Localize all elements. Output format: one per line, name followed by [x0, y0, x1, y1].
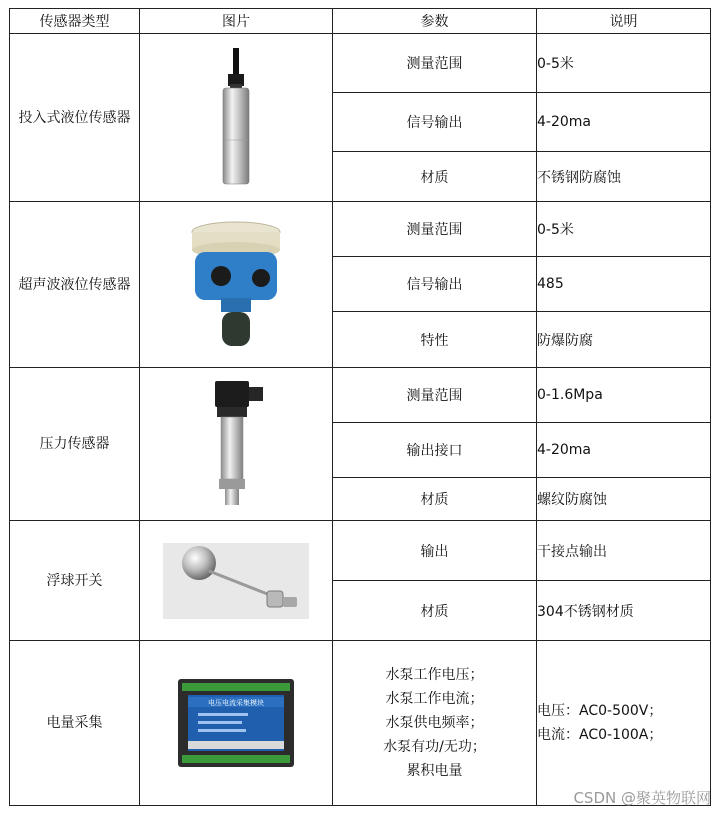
param-name: 输出接口 — [333, 423, 537, 478]
module-label: 电压电流采集模块 — [208, 699, 264, 707]
power-collection-module-image — [176, 677, 296, 769]
pressure-sensor-image — [201, 379, 271, 509]
param-value: 0-1.6Mpa — [537, 368, 711, 423]
sensor-type-cell: 浮球开关 — [10, 521, 140, 641]
sensor-image-cell — [140, 34, 333, 202]
ultrasonic-level-sensor-image — [181, 220, 291, 350]
param-value: 0-5米 — [537, 202, 711, 257]
param-line: 水泵工作电流； — [385, 691, 484, 707]
desc-line: 电压：AC0-500V； — [537, 703, 663, 719]
param-line: 水泵供电频率； — [385, 715, 484, 731]
param-name: 测量范围 — [333, 368, 537, 423]
param-value: 干接点输出 — [537, 521, 711, 581]
submersible-level-sensor-image — [206, 48, 266, 188]
param-name: 特性 — [333, 312, 537, 368]
desc-line: 电流：AC0-100A； — [537, 727, 663, 743]
sensor-image-cell — [140, 641, 333, 806]
table-row — [10, 202, 711, 257]
param-list-cell — [333, 641, 537, 806]
sensor-table — [9, 8, 711, 806]
param-name: 测量范围 — [333, 202, 537, 257]
sensor-image-cell — [140, 202, 333, 368]
table-row — [10, 368, 711, 423]
param-name: 材质 — [333, 478, 537, 521]
param-name: 输出 — [333, 521, 537, 581]
param-value: 4-20ma — [537, 93, 711, 152]
table-row — [10, 34, 711, 93]
header-description: 说明 — [537, 9, 711, 34]
param-value: 485 — [537, 257, 711, 312]
sensor-image-cell — [140, 368, 333, 521]
header-sensor-type: 传感器类型 — [10, 9, 140, 34]
table-row — [10, 641, 711, 806]
sensor-type-cell: 电量采集 — [10, 641, 140, 806]
float-switch-image — [163, 543, 309, 619]
sensor-type-cell: 压力传感器 — [10, 368, 140, 521]
param-name: 测量范围 — [333, 34, 537, 93]
param-value: 防爆防腐 — [537, 312, 711, 368]
sensor-type-cell: 超声波液位传感器 — [10, 202, 140, 368]
param-value: 不锈钢防腐蚀 — [537, 152, 711, 202]
sensor-image-cell — [140, 521, 333, 641]
param-name: 信号输出 — [333, 257, 537, 312]
watermark: CSDN @聚英物联网 — [573, 789, 711, 807]
param-line: 水泵有功/无功； — [383, 739, 486, 755]
param-value: 0-5米 — [537, 34, 711, 93]
sensor-type-cell: 投入式液位传感器 — [10, 34, 140, 202]
param-line: 累积电量 — [406, 763, 463, 779]
param-name: 材质 — [333, 581, 537, 641]
param-line: 水泵工作电压； — [385, 667, 484, 683]
param-value: 4-20ma — [537, 423, 711, 478]
header-image: 图片 — [140, 9, 333, 34]
param-value-cell — [537, 641, 711, 806]
param-value: 304不锈钢材质 — [537, 581, 711, 641]
param-name: 材质 — [333, 152, 537, 202]
param-name: 信号输出 — [333, 93, 537, 152]
header-row — [10, 9, 711, 34]
param-value: 螺纹防腐蚀 — [537, 478, 711, 521]
header-params: 参数 — [333, 9, 537, 34]
table-row — [10, 521, 711, 581]
